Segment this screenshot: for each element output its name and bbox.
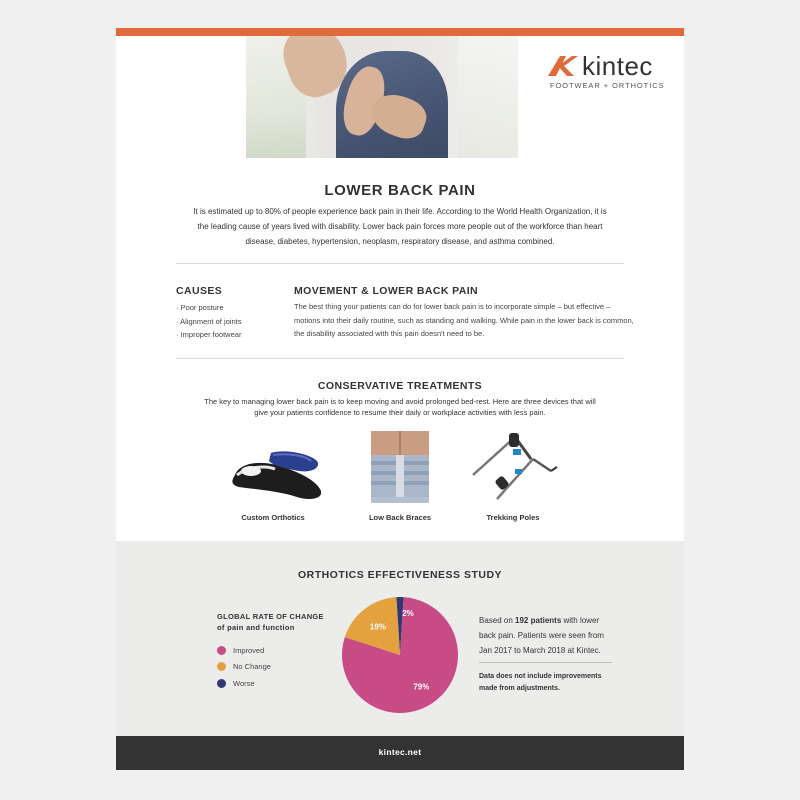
logo-wordmark: kintec	[582, 51, 653, 81]
device-low-back-braces	[340, 431, 460, 522]
list-item: · Alignment of joints	[176, 316, 242, 326]
study-note: Data does not include improvements made from adjustments.	[479, 673, 602, 692]
chart-legend	[217, 642, 271, 692]
legend-swatch	[217, 679, 226, 688]
study-description: Based on 192 patients with lower back pain. Patients were seen from Jan 2017 to March 2018 at Kintec.	[479, 616, 604, 655]
device-label: Low Back Braces	[368, 513, 432, 522]
footer	[116, 736, 684, 770]
hero-image	[246, 36, 518, 158]
divider	[176, 263, 624, 264]
movement-heading: MOVEMENT & LOWER BACK PAIN	[294, 285, 479, 297]
legend-item-worse: Worse	[217, 675, 271, 692]
footer-website-link[interactable]: kintec.net	[378, 747, 422, 757]
legend-item-no-change: No Change	[217, 659, 271, 676]
pie-label-no-change: 19%	[369, 622, 386, 632]
list-item: · Poor posture	[176, 303, 224, 312]
intro-paragraph: It is estimated up to 80% of people experience back pain in their life. According to the World Health Organization, it is the leading cause of years lived with disability. Lower back pain forces more people out of the workforce than heart disease, diabetes, hypertension, neoplasm, respiratory disease, and asthma combined.	[193, 207, 607, 246]
pie-label-worse: 2%	[402, 609, 414, 618]
top-accent-bar	[116, 28, 684, 36]
back-brace-icon	[340, 431, 460, 503]
page-title: LOWER BACK PAIN	[324, 182, 476, 199]
movement-paragraph: The best thing your patients can do for lower back pain is to incorporate simple – but effective – motions into their daily routine, such as standing and walking. While pain in the lower back is common, the disability associated with this pain doesn't need to be.	[294, 302, 634, 338]
causes-heading: CAUSES	[176, 285, 223, 297]
kintec-logo[interactable]	[548, 52, 668, 92]
divider	[479, 662, 612, 663]
pie-chart	[340, 595, 460, 715]
legend-swatch	[217, 662, 226, 671]
list-item: · Improper footwear	[176, 330, 242, 339]
orthotic-insole-icon	[213, 431, 333, 503]
legend-item-improved: Improved	[217, 642, 271, 659]
treatments-paragraph: The key to managing lower back pain is to keep moving and avoid prolonged bed-rest. Here are three devices that will give your patients confidence to resume their daily or workplace activities with less pain.	[204, 397, 596, 417]
kintec-logo-mark-icon	[548, 54, 578, 78]
divider	[176, 358, 624, 359]
pie-label-improved: 79%	[413, 682, 430, 692]
device-custom-orthotics	[213, 431, 333, 522]
device-label: Custom Orthotics	[241, 513, 305, 522]
causes-list	[176, 301, 241, 342]
legend-swatch	[217, 646, 226, 655]
study-section	[116, 541, 684, 736]
device-label: Trekking Poles	[486, 513, 540, 522]
legend-title: GLOBAL RATE OF CHANGE of pain and function	[217, 612, 324, 632]
treatments-heading: CONSERVATIVE TREATMENTS	[317, 380, 483, 392]
logo-tagline: FOOTWEAR + ORTHOTICS	[550, 81, 665, 90]
trekking-poles-icon	[453, 431, 573, 503]
flyer-page	[116, 28, 684, 770]
device-trekking-poles	[453, 431, 573, 522]
study-heading: ORTHOTICS EFFECTIVENESS STUDY	[297, 569, 503, 581]
